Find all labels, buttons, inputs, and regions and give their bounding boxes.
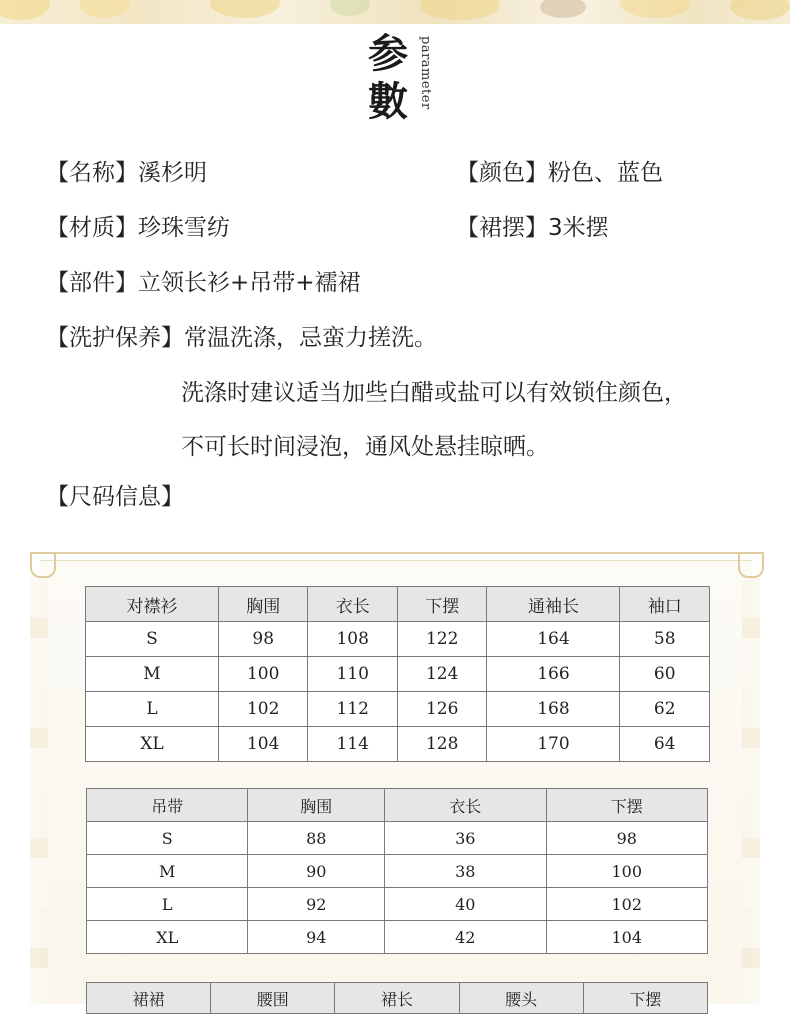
table-cell: 112 — [308, 692, 398, 727]
floral-banner — [0, 0, 790, 24]
table-cell: 110 — [308, 657, 398, 692]
table-row — [87, 888, 708, 921]
table-header-cell: 衣长 — [385, 789, 546, 822]
table-cell: 164 — [487, 622, 620, 657]
table-header-cell: 下摆 — [397, 587, 487, 622]
table-header-cell: 衣长 — [308, 587, 398, 622]
table-cell: M — [86, 657, 219, 692]
size-table-camisole — [86, 788, 708, 954]
table-cell: 166 — [487, 657, 620, 692]
size-table-jacket — [85, 586, 710, 762]
table-cell: XL — [86, 727, 219, 762]
heading-char-1: 参 — [368, 30, 408, 77]
info-care-line-3: 不可长时间浸泡，通风处悬挂晾晒。 — [181, 434, 549, 460]
table-cell: 114 — [308, 727, 398, 762]
table-cell: 90 — [248, 855, 385, 888]
table-cell: 88 — [248, 822, 385, 855]
info-parts: 【部件】立领长衫+吊带+襦裙 — [46, 270, 361, 296]
table-cell: 98 — [218, 622, 308, 657]
frame-left-ornament — [30, 552, 56, 578]
table-row — [87, 921, 708, 954]
table-cell: 36 — [385, 822, 546, 855]
info-name: 【名称】溪杉明 — [46, 160, 207, 186]
table-cell: 64 — [620, 727, 710, 762]
table-cell: 58 — [620, 622, 710, 657]
table-header-cell: 袖口 — [620, 587, 710, 622]
table-cell: 100 — [218, 657, 308, 692]
table-cell: L — [86, 692, 219, 727]
table-row — [86, 692, 710, 727]
heading-char-2: 數 — [368, 78, 408, 125]
info-care: 【洗护保养】常温洗涤，忌蛮力搓洗。 — [46, 325, 437, 351]
table-cell: 42 — [385, 921, 546, 954]
table-cell: 60 — [620, 657, 710, 692]
table-header-cell: 吊带 — [87, 789, 248, 822]
table-cell: 40 — [385, 888, 546, 921]
table-cell: XL — [87, 921, 248, 954]
info-size-heading: 【尺码信息】 — [46, 484, 184, 510]
table-cell: 168 — [487, 692, 620, 727]
table-cell: 126 — [397, 692, 487, 727]
table-header-row — [87, 789, 708, 822]
table-cell: 102 — [218, 692, 308, 727]
table-cell: S — [87, 822, 248, 855]
table-cell: M — [87, 855, 248, 888]
frame-right-ornament — [738, 552, 764, 578]
table-cell: 108 — [308, 622, 398, 657]
info-material: 【材质】珍珠雪纺 — [46, 215, 230, 241]
frame-right-side — [742, 578, 760, 1004]
table-header-cell: 胸围 — [248, 789, 385, 822]
table-header-cell: 通袖长 — [487, 587, 620, 622]
table-row — [86, 622, 710, 657]
info-color: 【颜色】粉色、蓝色 — [456, 160, 663, 186]
table-header-cell: 腰头 — [459, 983, 583, 1014]
table-cell: 124 — [397, 657, 487, 692]
table-header-cell: 腰围 — [211, 983, 335, 1014]
heading-subtitle: parameter — [418, 36, 433, 110]
table-row — [86, 657, 710, 692]
table-cell: 38 — [385, 855, 546, 888]
frame-top-border — [40, 552, 752, 561]
table-header-row — [87, 983, 708, 1014]
table-header-row — [86, 587, 710, 622]
table-header-cell: 下摆 — [583, 983, 707, 1014]
table-cell: 100 — [546, 855, 707, 888]
table-header-cell: 对襟衫 — [86, 587, 219, 622]
table-row — [87, 822, 708, 855]
table-cell: 128 — [397, 727, 487, 762]
info-care-line-2: 洗涤时建议适当加些白醋或盐可以有效锁住颜色， — [181, 380, 687, 406]
info-hem: 【裙摆】3米摆 — [456, 215, 609, 241]
table-header-cell: 下摆 — [546, 789, 707, 822]
size-table-skirt — [86, 982, 708, 1014]
table-cell: 92 — [248, 888, 385, 921]
table-cell: 102 — [546, 888, 707, 921]
table-cell: 62 — [620, 692, 710, 727]
table-row — [86, 727, 710, 762]
frame-left-side — [30, 578, 48, 1004]
table-cell: 98 — [546, 822, 707, 855]
table-cell: 104 — [546, 921, 707, 954]
table-cell: 94 — [248, 921, 385, 954]
table-cell: 104 — [218, 727, 308, 762]
table-header-cell: 裙长 — [335, 983, 459, 1014]
section-heading — [366, 32, 446, 132]
table-row — [87, 855, 708, 888]
table-cell: 122 — [397, 622, 487, 657]
table-cell: 170 — [487, 727, 620, 762]
table-cell: L — [87, 888, 248, 921]
table-header-cell: 裙裙 — [87, 983, 211, 1014]
table-cell: S — [86, 622, 219, 657]
table-header-cell: 胸围 — [218, 587, 308, 622]
